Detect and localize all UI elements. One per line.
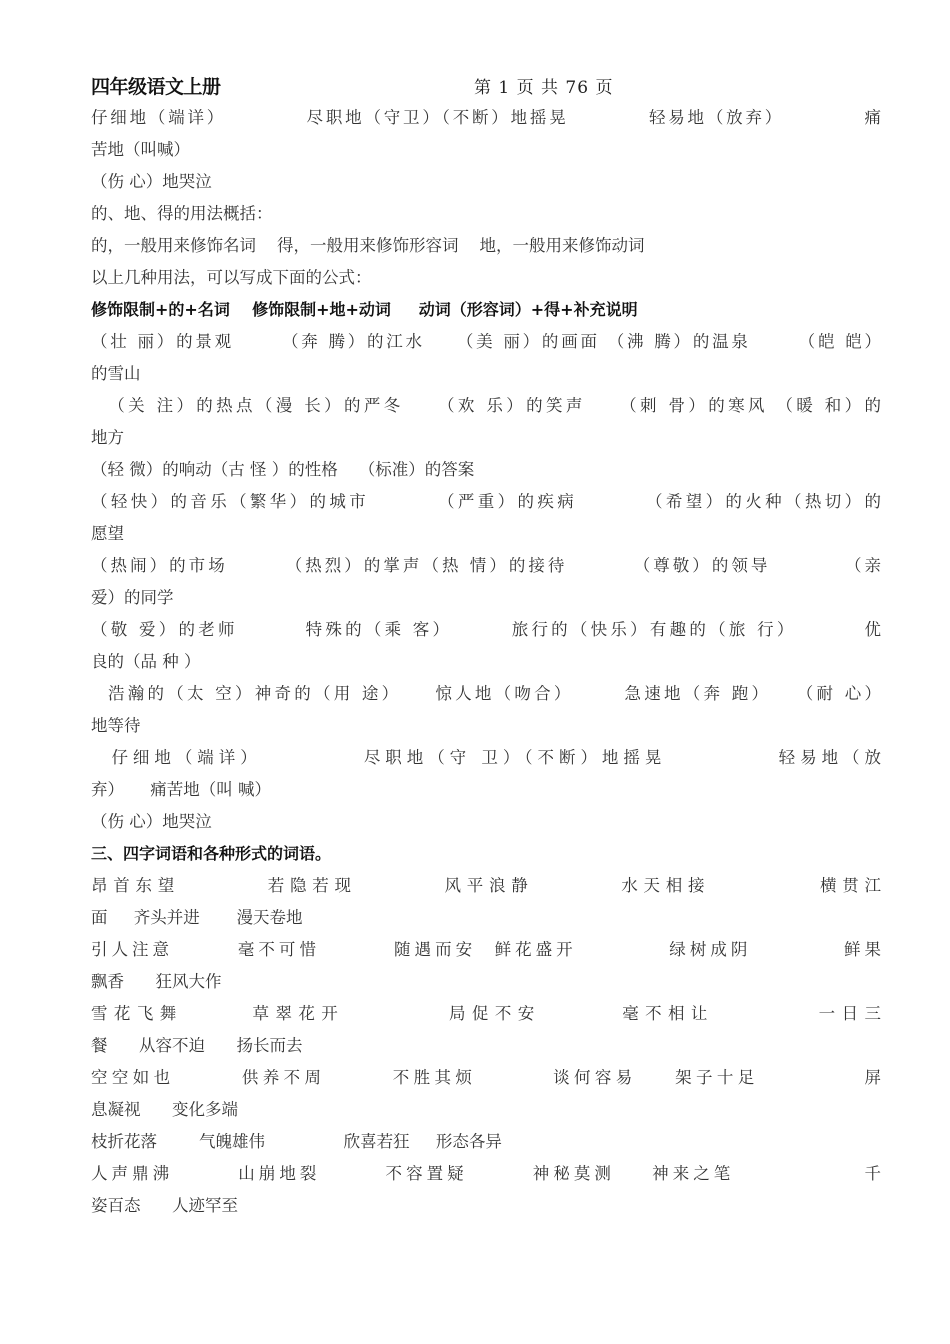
text-line: （壮 丽）的景观 （奔 腾）的江水 （美 丽）的画面 （沸 腾）的温泉 （皑 皑） xyxy=(91,332,881,351)
page-indicator: 第 1 页 共 76 页 xyxy=(474,78,614,98)
text-line: 仔细地（端详） 尽职地（守 卫）（不断）地摇晃 轻易地（放 xyxy=(91,748,882,767)
text-line: 爱）的同学 xyxy=(91,588,174,607)
text-line: 引人注意 毫不可惜 随遇而安 鲜花盛开 绿树成阴 鲜果 xyxy=(91,940,881,959)
text-line: 地等待 xyxy=(91,716,141,735)
text-line: 苦地（叫喊） xyxy=(91,140,190,159)
text-line: 的，一般用来修饰名词 得，一般用来修饰形容词 地，一般用来修饰动词 xyxy=(91,236,645,255)
text-line: （轻 微）的响动（古 怪 ）的性格 （标准）的答案 xyxy=(91,460,475,479)
section-heading-line: 修饰限制+的+名词 修饰限制+地+动词 动词（形容词）+得+补充说明 xyxy=(91,300,638,319)
document-title: 四年级语文上册 xyxy=(91,76,221,98)
text-line: 息凝视 变化多端 xyxy=(91,1100,238,1119)
document-body xyxy=(91,102,881,1222)
text-line: 姿百态 人迹罕至 xyxy=(91,1196,238,1215)
text-line: 人声鼎沸 山崩地裂 不容置疑 神秘莫测 神来之笔 千 xyxy=(91,1164,881,1183)
text-line: 以上几种用法，可以写成下面的公式： xyxy=(91,268,372,287)
text-line: 的、地、得的用法概括： xyxy=(91,204,273,223)
text-line: （轻快）的音乐（繁华）的城市 （严重）的疾病 （希望）的火种（热切）的 xyxy=(91,492,881,511)
text-line: 仔细地（端详） 尽职地（守卫）（不断）地摇晃 轻易地（放弃） 痛 xyxy=(91,108,881,127)
text-line: 餐 从容不迫 扬长而去 xyxy=(91,1036,303,1055)
text-line: 空空如也 供养不周 不胜其烦 谈何容易 架子十足 屏 xyxy=(91,1068,881,1087)
text-line: （热闹）的市场 （热烈）的掌声（热 情）的接待 （尊敬）的领导 （亲 xyxy=(91,556,881,575)
text-line: 愿望 xyxy=(91,524,124,543)
text-line: 昂首东望 若隐若现 风平浪静 水天相接 横贯江 xyxy=(91,876,881,895)
text-line: 飘香 狂风大作 xyxy=(91,972,222,991)
text-line: 浩瀚的（太 空）神奇的（用 途） 惊人地（吻合） 急速地（奔 跑） （耐 心） xyxy=(91,684,881,703)
text-line: （伤 心）地哭泣 xyxy=(91,812,212,831)
section-heading-line: 三、四字词语和各种形式的词语。 xyxy=(91,844,332,863)
text-line: 良的（品 种 ） xyxy=(91,652,201,671)
text-line: 面 齐头并进 漫天卷地 xyxy=(91,908,303,927)
text-line: （伤 心）地哭泣 xyxy=(91,172,212,191)
text-line: （关 注）的热点（漫 长）的严冬 （欢 乐）的笑声 （刺 骨）的寒风 （暖 和）的 xyxy=(91,396,881,415)
text-line: （敬 爱）的老师 特殊的（乘 客） 旅行的（快乐）有趣的（旅 行） 优 xyxy=(91,620,881,639)
text-line: 的雪山 xyxy=(91,364,141,383)
text-line: 弃） 痛苦地（叫 喊） xyxy=(91,780,271,799)
text-line: 地方 xyxy=(91,428,124,447)
text-line: 雪花飞舞 草翠花开 局促不安 毫不相让 一日三 xyxy=(91,1004,881,1023)
text-line: 枝折花落 气魄雄伟 欣喜若狂 形态各异 xyxy=(91,1132,502,1151)
